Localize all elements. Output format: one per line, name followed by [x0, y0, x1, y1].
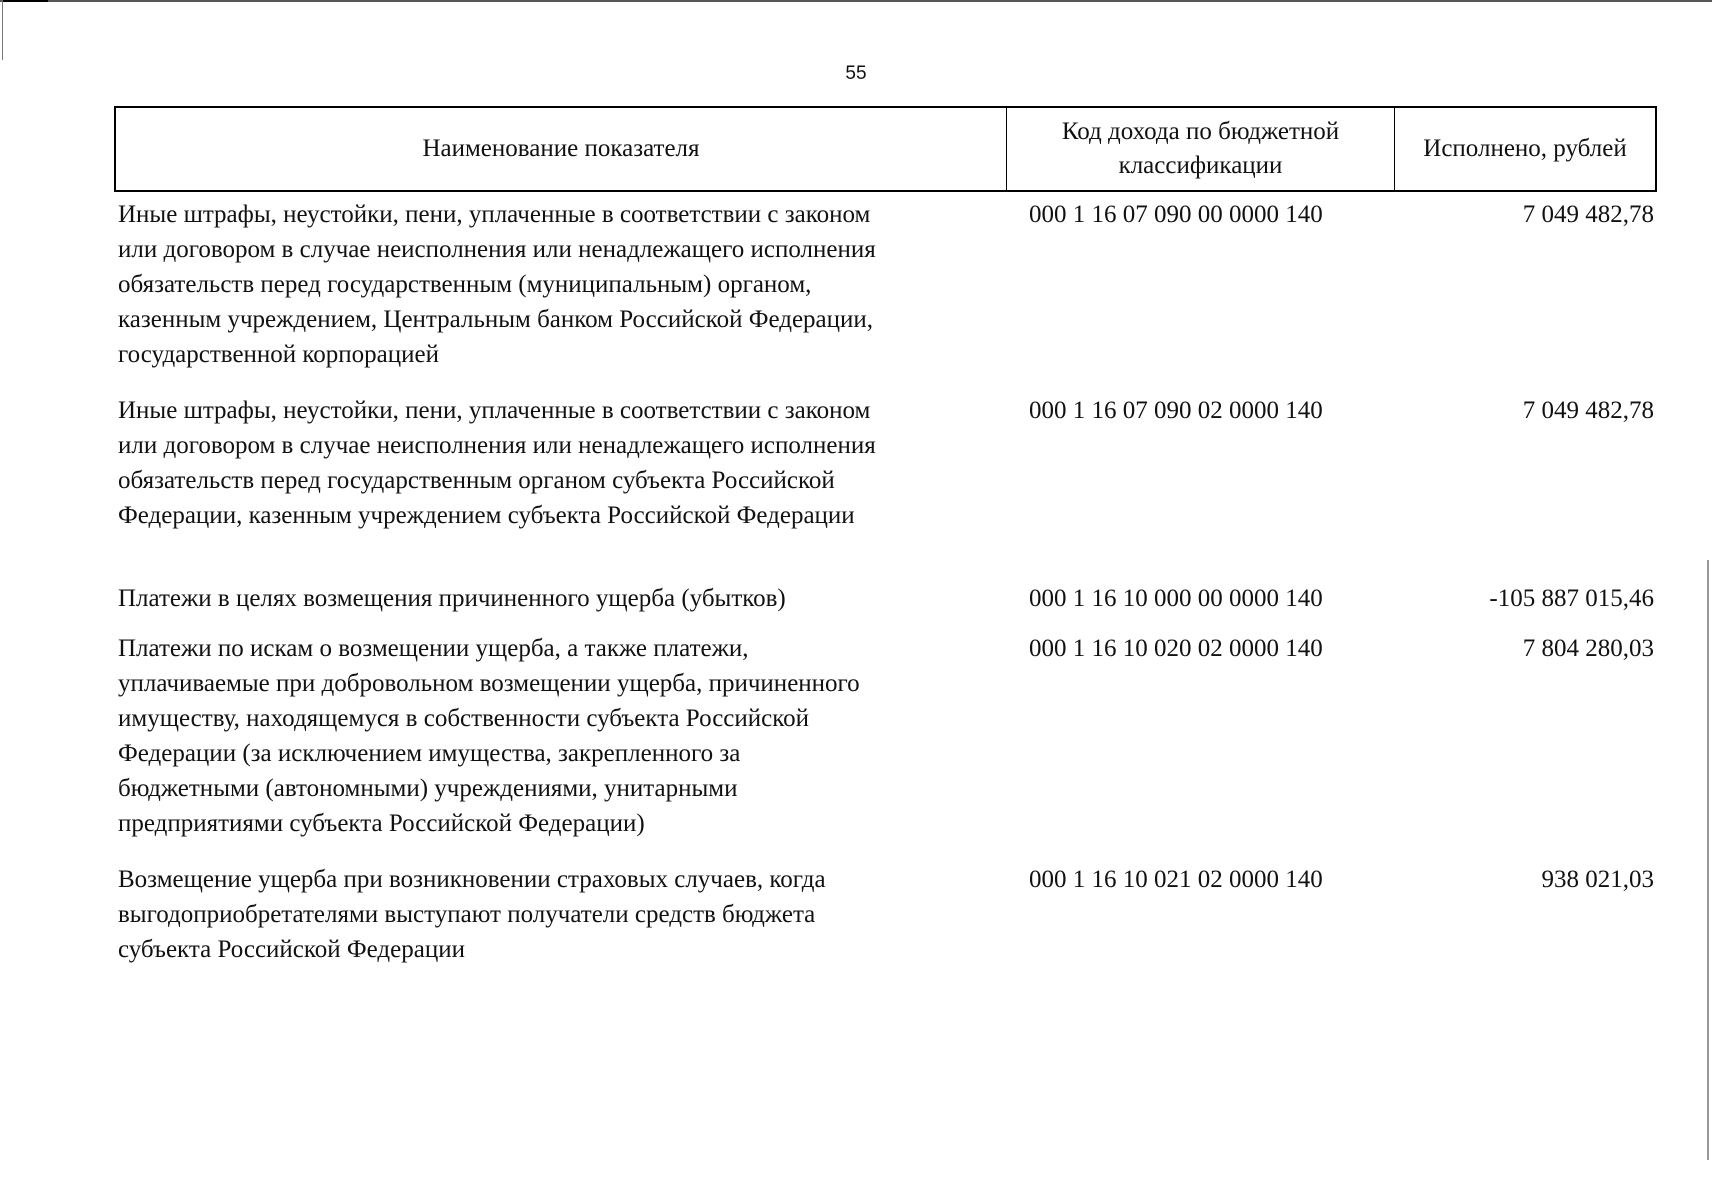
income-code-cell: 000 1 16 10 000 00 0000 140 [1029, 585, 1323, 612]
indicator-name-line: обязательств перед государственным органом субъекта Российской [118, 467, 835, 494]
header-code-label [1062, 115, 1339, 183]
indicator-name-line: государственной корпорацией [118, 341, 440, 368]
indicator-name-line: выгодоприобретателями выступают получатели средств бюджета [118, 901, 816, 928]
income-code-cell: 000 1 16 07 090 02 0000 140 [1029, 397, 1323, 424]
executed-amount-cell: 7 804 280,03 [1522, 635, 1654, 662]
indicator-name-line: или договором в случае неисполнения или ненадлежащего исполнения [118, 236, 876, 263]
header-code-line-2: классификации [1118, 152, 1283, 179]
indicator-name-line: Иные штрафы, неустойки, пени, уплаченные в соответствии с законом [118, 201, 871, 228]
indicator-name-line: казенным учреждением, Центральным банком Российской Федерации, [118, 306, 874, 333]
income-code-cell: 000 1 16 07 090 00 0000 140 [1029, 201, 1323, 228]
indicator-name-cell [118, 862, 998, 967]
scan-border-right [1707, 560, 1709, 1160]
indicator-name-line: или договором в случае неисполнения или ненадлежащего исполнения [118, 432, 876, 459]
scan-border-left [2, 0, 3, 60]
indicator-name-line: бюджетными (автономными) учреждениями, унитарными [118, 775, 738, 802]
indicator-name-line: уплачиваемые при добровольном возмещении ущерба, причиненного [118, 670, 860, 697]
indicator-name-line: Федерации (за исключением имущества, закрепленного за [118, 740, 741, 767]
income-code-cell: 000 1 16 10 021 02 0000 140 [1029, 866, 1323, 893]
indicator-name-line: Платежи по искам о возмещении ущерба, а также платежи, [118, 635, 749, 662]
header-name [116, 108, 1006, 190]
executed-amount-cell: 7 049 482,78 [1522, 397, 1654, 424]
scan-border-top [0, 0, 1712, 2]
scan-border-top-mark [3, 0, 48, 2]
header-name-label: Наименование показателя [422, 135, 700, 162]
executed-amount-cell: 7 049 482,78 [1522, 201, 1654, 228]
page-number: 55 [845, 63, 867, 84]
indicator-name-cell [118, 197, 998, 372]
indicator-name-cell [118, 631, 998, 841]
indicator-name-cell [118, 581, 998, 616]
indicator-name-line: предприятиями субъекта Российской Федерации) [118, 810, 645, 837]
indicator-name-line: Федерации, казенным учреждением субъекта Российской Федерации [118, 502, 855, 529]
indicator-name-cell [118, 393, 998, 533]
executed-amount-cell: 938 021,03 [1541, 866, 1654, 893]
indicator-name-line: Платежи в целях возмещения причиненного ущерба (убытков) [118, 585, 786, 612]
indicator-name-line: имуществу, находящемуся в собственности субъекта Российской [118, 705, 810, 732]
executed-amount-cell: -105 887 015,46 [1489, 585, 1654, 612]
header-amount-label: Исполнено, рублей [1423, 135, 1627, 162]
header-amount [1394, 108, 1655, 190]
indicator-name-line: Иные штрафы, неустойки, пени, уплаченные в соответствии с законом [118, 397, 871, 424]
table-header [114, 106, 1657, 192]
indicator-name-line: обязательств перед государственным (муниципальным) органом, [118, 271, 812, 298]
header-code-line-1: Код дохода по бюджетной [1061, 118, 1340, 145]
income-code-cell: 000 1 16 10 020 02 0000 140 [1029, 635, 1323, 662]
indicator-name-line: субъекта Российской Федерации [118, 936, 465, 963]
indicator-name-line: Возмещение ущерба при возникновении страховых случаев, когда [118, 866, 826, 893]
header-code [1006, 108, 1394, 190]
